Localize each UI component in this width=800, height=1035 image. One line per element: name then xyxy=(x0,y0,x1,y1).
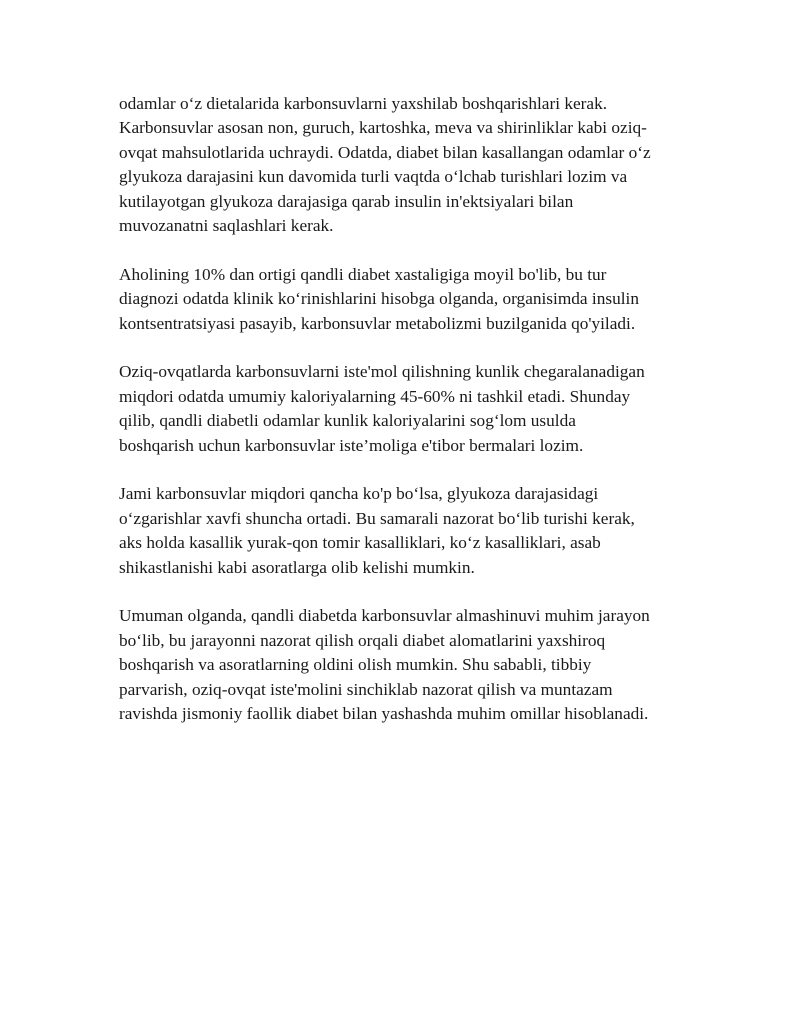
paragraph-2 xyxy=(119,263,699,336)
document-body xyxy=(119,92,699,751)
paragraph-line: Umuman olganda, qandli diabetda karbonsuvlar almashinuvi muhim jarayon xyxy=(119,606,650,626)
paragraph-line: qilib, qandli diabetli odamlar kunlik kaloriyalarini sog‘lom usulda xyxy=(119,411,576,431)
paragraph-line: miqdori odatda umumiy kaloriyalarning 45-60% ni tashkil etadi. Shunday xyxy=(119,386,631,406)
paragraph-line: kontsentratsiyasi pasayib, karbonsuvlar metabolizmi buzilganida qo'yiladi. xyxy=(119,313,636,333)
paragraph-line: ravishda jismoniy faollik diabet bilan yashashda muhim omillar hisoblanadi. xyxy=(119,704,649,724)
paragraph-3 xyxy=(119,360,699,458)
paragraph-line: o‘zgarishlar xavfi shuncha ortadi. Bu samarali nazorat bo‘lib turishi kerak, xyxy=(119,508,635,528)
paragraph-line: boshqarish va asoratlarning oldini olish mumkin. Shu sababli, tibbiy xyxy=(119,655,592,675)
paragraph-line: diagnozi odatda klinik ko‘rinishlarini hisobga olganda, organisimda insulin xyxy=(119,289,639,309)
paragraph-1 xyxy=(119,92,699,238)
paragraph-5 xyxy=(119,604,699,726)
paragraph-4 xyxy=(119,482,699,580)
paragraph-line: Karbonsuvlar asosan non, guruch, kartoshka, meva va shirinliklar kabi oziq- xyxy=(119,118,647,138)
paragraph-line: kutilayotgan glyukoza darajasiga qarab insulin in'ektsiyalari bilan xyxy=(119,191,574,211)
paragraph-line: Oziq-ovqatlarda karbonsuvlarni iste'mol qilishning kunlik chegaralanadigan xyxy=(119,362,645,382)
paragraph-line: glyukoza darajasini kun davomida turli vaqtda o‘lchab turishlari lozim va xyxy=(119,167,628,187)
paragraph-line: aks holda kasallik yurak-qon tomir kasalliklari, ko‘z kasalliklari, asab xyxy=(119,533,601,553)
paragraph-line: Aholining 10% dan ortigi qandli diabet xastaligiga moyil bo'lib, bu tur xyxy=(119,264,607,284)
paragraph-line: odamlar o‘z dietalarida karbonsuvlarni yaxshilab boshqarishlari kerak. xyxy=(119,94,608,113)
paragraph-line: bo‘lib, bu jarayonni nazorat qilish orqali diabet alomatlarini yaxshiroq xyxy=(119,630,606,650)
paragraph-line: parvarish, oziq-ovqat iste'molini sinchiklab nazorat qilish va muntazam xyxy=(119,679,613,699)
paragraph-line: boshqarish uchun karbonsuvlar iste’moliga e'tibor bermalari lozim. xyxy=(119,435,584,455)
paragraph-line: ovqat mahsulotlarida uchraydi. Odatda, diabet bilan kasallangan odamlar o‘z xyxy=(119,142,651,162)
paragraph-line: muvozanatni saqlashlari kerak. xyxy=(119,216,334,236)
paragraph-line: shikastlanishi kabi asoratlarga olib kelishi mumkin. xyxy=(119,557,475,577)
paragraph-line: Jami karbonsuvlar miqdori qancha ko'p bo‘lsa, glyukoza darajasidagi xyxy=(119,484,599,504)
